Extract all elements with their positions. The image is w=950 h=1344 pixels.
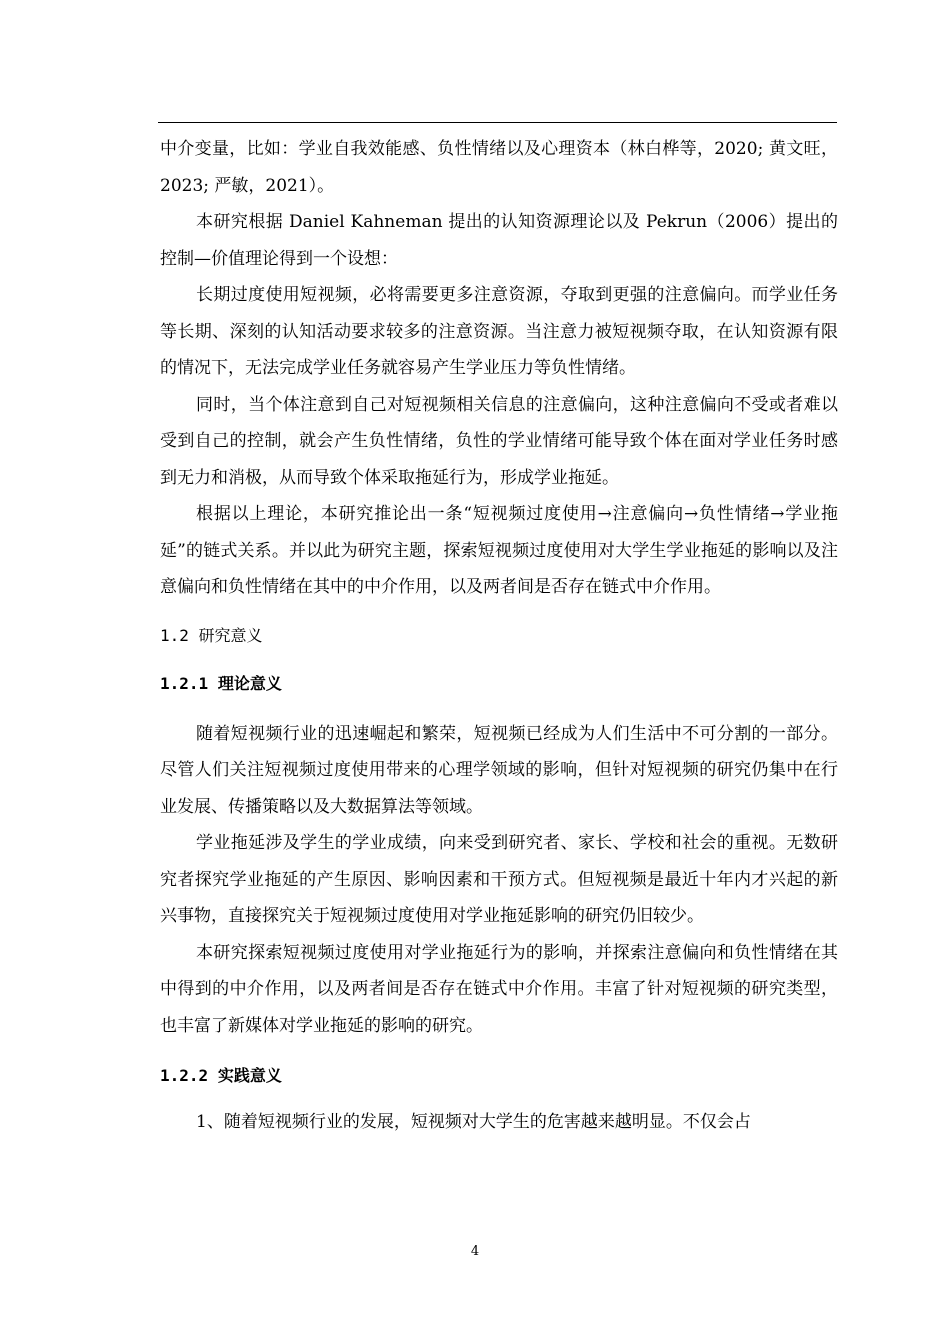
section-title: 实践意义 — [217, 1066, 282, 1085]
page-body — [160, 131, 838, 1141]
section-number: 1.2.2 — [160, 1066, 209, 1085]
section-title: 研究意义 — [198, 625, 263, 645]
section-title: 理论意义 — [217, 673, 282, 693]
body-paragraph: 本研究根据 Daniel Kahneman 提出的认知资源理论以及 Pekrun（2006）提出的控制—价值理论得到一个设想： — [160, 212, 838, 269]
body-paragraph: 1、随着短视频行业的发展，短视频对大学生的危害越来越明显。不仅会占 — [196, 1112, 751, 1132]
body-paragraph: 学业拖延涉及学生的学业成绩，向来受到研究者、家长、学校和社会的重视。无数研究者探究学业拖延的产生原因、影响因素和干预方式。但短视频是最近十年内才兴起的新兴事物，直接探究关于短视频过度使用对学业拖延影响的研究仍旧较少。 — [160, 833, 838, 926]
section-heading-1-2-1 — [160, 672, 838, 696]
body-paragraph: 随着短视频行业的迅速崛起和繁荣，短视频已经成为人们生活中不可分割的一部分。尽管人们关注短视频过度使用带来的心理学领域的影响，但针对短视频的研究仍集中在行业发展、传播策略以及大数据算法等领域。 — [160, 723, 838, 817]
section-heading-1-2 — [160, 624, 838, 648]
page-number: 4 — [470, 1244, 480, 1259]
body-paragraph: 同时，当个体注意到自己对短视频相关信息的注意偏向，这种注意偏向不受或者难以受到自己的控制，就会产生负性情绪，负性的学业情绪可能导致个体在面对学业任务时感到无力和消极，从而导致个体采取拖延行为，形成学业拖延。 — [160, 394, 838, 488]
body-paragraph: 长期过度使用短视频，必将需要更多注意资源，夺取到更强的注意偏向。而学业任务等长期、深刻的认知活动要求较多的注意资源。当注意力被短视频夺取，在认知资源有限的情况下，无法完成学业任务就容易产生学业压力等负性情绪。 — [160, 285, 838, 378]
body-paragraph: 根据以上理论，本研究推论出一条“短视频过度使用→注意偏向→负性情绪→学业拖延”的链式关系。并以此为研究主题，探索短视频过度使用对大学生学业拖延的影响以及注意偏向和负性情绪在其中的中介作用，以及两者间是否存在链式中介作用。 — [160, 504, 838, 597]
body-paragraph: 中介变量，比如：学业自我效能感、负性情绪以及心理资本（林白桦等，2020; 黄文旺，2023; 严敏，2021）。 — [160, 139, 838, 196]
body-paragraph: 本研究探索短视频过度使用对学业拖延行为的影响，并探索注意偏向和负性情绪在其中得到的中介作用，以及两者间是否存在链式中介作用。丰富了针对短视频的研究类型，也丰富了新媒体对学业拖延的影响的研究。 — [160, 942, 838, 1036]
section-number: 1.2 — [160, 625, 189, 645]
section-number: 1.2.1 — [160, 673, 209, 693]
header-rule — [158, 122, 837, 123]
section-heading-1-2-2 — [160, 1064, 838, 1088]
